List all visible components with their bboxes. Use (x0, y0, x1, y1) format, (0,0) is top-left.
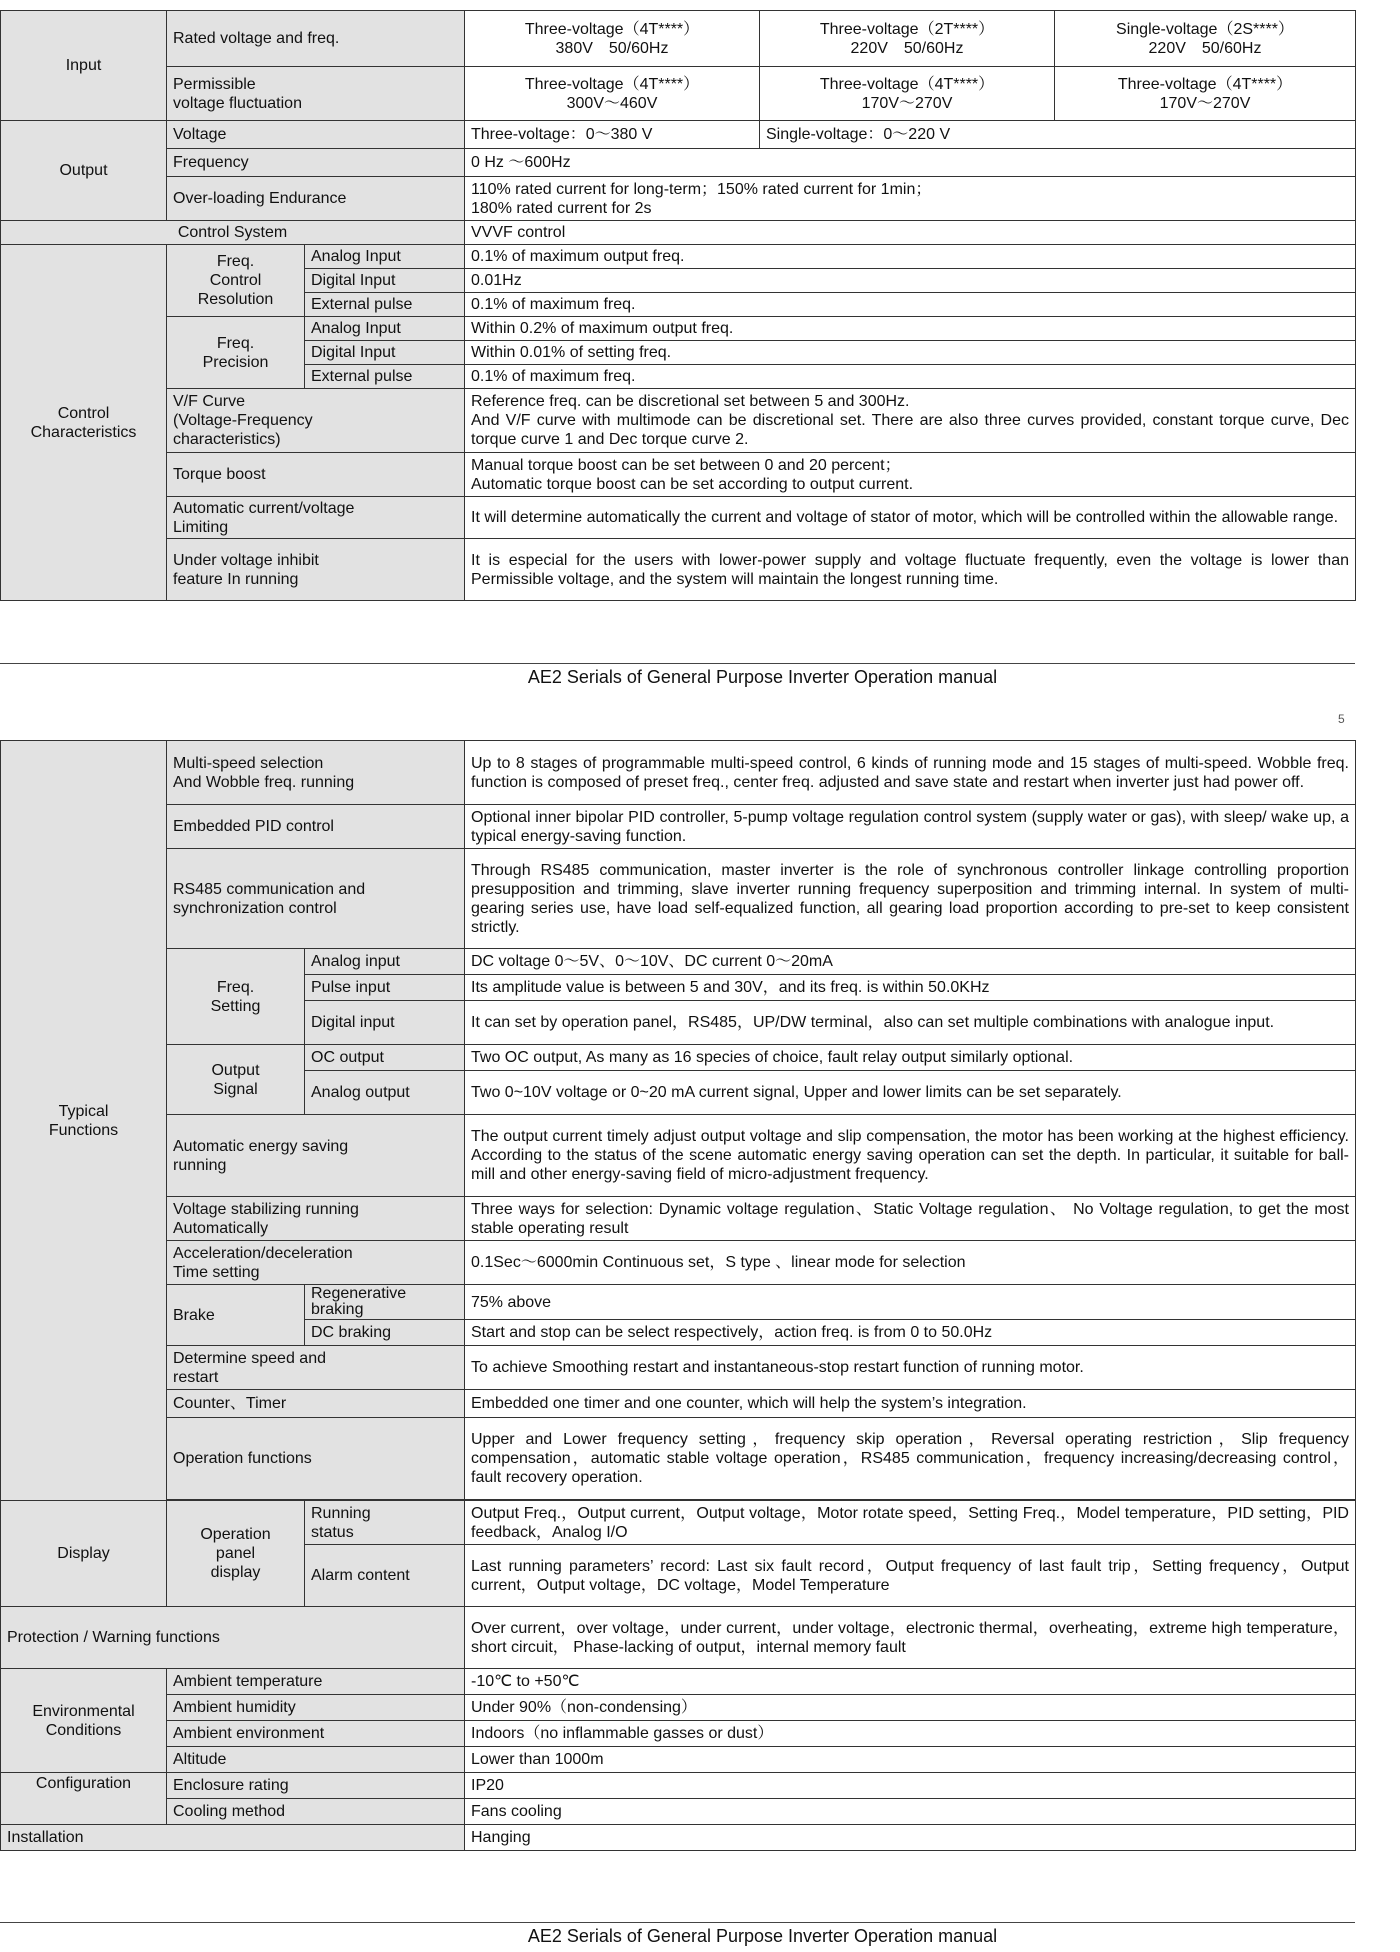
control-system-value: VVVF control (465, 221, 1356, 245)
voltage-stabilizing-label: Voltage stabilizing running Automatically (167, 1197, 465, 1241)
output-frequency-value: 0 Hz ～600Hz (465, 149, 1356, 177)
ambient-humidity-label: Ambient humidity (167, 1695, 465, 1721)
fs-analog-label: Analog input (305, 949, 465, 975)
voltage-stabilizing-value: Three ways for selection: Dynamic voltage regulation、Static Voltage regulation、 No Voltage regulation, to get the most stable operating result (465, 1197, 1356, 1241)
running-status-label: Running status (305, 1501, 465, 1545)
environmental-label: Environmental Conditions (1, 1669, 167, 1773)
fluctuation-4t-b: Three-voltage（4T****） 170V～270V (760, 67, 1055, 121)
precision-pulse-value: 0.1% of maximum freq. (465, 365, 1356, 389)
torque-boost-label: Torque boost (167, 453, 465, 497)
altitude-label: Altitude (167, 1747, 465, 1773)
os-analog-label: Analog output (305, 1071, 465, 1115)
regenerative-braking-value: 75% above (465, 1285, 1356, 1320)
restart-value: To achieve Smoothing restart and instantaneous-stop restart function of running motor. (465, 1346, 1356, 1390)
precision-analog-value: Within 0.2% of maximum output freq. (465, 317, 1356, 341)
resolution-analog-label: Analog Input (305, 245, 465, 269)
pid-label: Embedded PID control (167, 805, 465, 849)
spec-table-page-1 (0, 10, 1356, 601)
enclosure-rating-value: IP20 (465, 1773, 1356, 1799)
typical-functions-label: Typical Functions (1, 741, 167, 1501)
resolution-analog-value: 0.1% of maximum output freq. (465, 245, 1356, 269)
control-characteristics-label: Control Characteristics (1, 245, 167, 601)
precision-digital-label: Digital Input (305, 341, 465, 365)
os-oc-value: Two OC output, As many as 16 species of choice, fault relay output similarly optional. (465, 1045, 1356, 1071)
output-frequency-label: Frequency (167, 149, 465, 177)
alarm-content-value: Last running parameters’ record: Last six fault record，Output frequency of last fault trip，Setting frequency，Output current，Output voltage，DC voltage，Model Temperature (465, 1545, 1356, 1607)
page-divider-2 (0, 1922, 1355, 1923)
rated-voltage-2s: Single-voltage（2S****） 220V 50/60Hz (1055, 11, 1356, 67)
cooling-method-label: Cooling method (167, 1799, 465, 1825)
alarm-content-label: Alarm content (305, 1545, 465, 1607)
os-analog-value: Two 0~10V voltage or 0~20 mA current signal, Upper and lower limits can be set separately. (465, 1071, 1356, 1115)
multispeed-label: Multi-speed selection And Wobble freq. running (167, 741, 465, 805)
restart-label: Determine speed and restart (167, 1346, 465, 1390)
counter-timer-value: Embedded one timer and one counter, which will help the system’s integration. (465, 1390, 1356, 1418)
auto-limiting-value: It will determine automatically the current and voltage of stator of motor, which will be controlled within the allowable range. (465, 497, 1356, 539)
altitude-value: Lower than 1000m (465, 1747, 1356, 1773)
counter-timer-label: Counter、Timer (167, 1390, 465, 1418)
enclosure-rating-label: Enclosure rating (167, 1773, 465, 1799)
fs-pulse-label: Pulse input (305, 975, 465, 1001)
fs-digital-value: It can set by operation panel，RS485，UP/DW terminal，also can set multiple combinations with analogue input. (465, 1001, 1356, 1045)
page-divider (0, 663, 1355, 664)
acceleration-label: Acceleration/deceleration Time setting (167, 1241, 465, 1285)
operation-panel-label: Operation panel display (167, 1501, 305, 1607)
auto-limiting-label: Automatic current/voltage Limiting (167, 497, 465, 539)
fs-digital-label: Digital input (305, 1001, 465, 1045)
output-voltage-three: Three-voltage：0～380 V (465, 121, 760, 149)
ambient-temperature-label: Ambient temperature (167, 1669, 465, 1695)
energy-saving-label: Automatic energy saving running (167, 1115, 465, 1197)
running-status-value: Output Freq.，Output current，Output voltage，Motor rotate speed，Setting Freq.，Model temperature，PID setting，PID feedback，Analog I/O (465, 1501, 1356, 1545)
fluctuation-4t: Three-voltage（4T****） 300V～460V (465, 67, 760, 121)
multispeed-value: Up to 8 stages of programmable multi-speed control, 6 kinds of running mode and 15 stages of multi-speed. Wobble freq. function is composed of preset freq., center freq. adjusted and save state and restart when inverter just had power off. (465, 741, 1356, 805)
operation-functions-value: Upper and Lower frequency setting，frequency skip operation，Reversal operating restriction，Slip frequency compensation，automatic stable voltage operation，RS485 communication，frequency increasing/decreasing control，fault recovery operation. (465, 1418, 1356, 1500)
resolution-digital-value: 0.01Hz (465, 269, 1356, 293)
rs485-label: RS485 communication and synchronization control (167, 849, 465, 949)
installation-value: Hanging (465, 1825, 1356, 1851)
output-signal-label: Output Signal (167, 1045, 305, 1115)
fs-analog-value: DC voltage 0～5V、0～10V、DC current 0～20mA (465, 949, 1356, 975)
precision-pulse-label: External pulse (305, 365, 465, 389)
installation-label: Installation (1, 1825, 465, 1851)
fluctuation-label: Permissible voltage fluctuation (167, 67, 465, 121)
display-label: Display (1, 1501, 167, 1607)
os-oc-label: OC output (305, 1045, 465, 1071)
regenerative-braking-label: Regenerative braking (305, 1285, 465, 1320)
protection-label: Protection / Warning functions (1, 1607, 465, 1669)
page-number-mark: 5 (1338, 712, 1345, 726)
resolution-pulse-label: External pulse (305, 293, 465, 317)
resolution-pulse-value: 0.1% of maximum freq. (465, 293, 1356, 317)
overloading-value: 110% rated current for long-term；150% rated current for 1min； 180% rated current for 2s (465, 177, 1356, 221)
under-voltage-value: It is especial for the users with lower-power supply and voltage fluctuate frequently, even the voltage is lower than Permissible voltage, and the system will maintain the longest running time. (465, 539, 1356, 601)
spec-table-page-2 (0, 740, 1356, 1851)
energy-saving-value: The output current timely adjust output voltage and slip compensation, the motor has been working at the highest efficiency. According to the status of the scene automatic energy saving operation can set the depth. In particular, it suitable for ball-mill and other energy-saving field of micro-adjustment frequency. (465, 1115, 1356, 1197)
page-footer: AE2 Serials of General Purpose Inverter Operation manual (527, 667, 998, 687)
torque-boost-value: Manual torque boost can be set between 0 and 20 percent； Automatic torque boost can be set according to output current. (465, 453, 1356, 497)
freq-precision-label: Freq. Precision (167, 317, 305, 389)
fluctuation-4t-c: Three-voltage（4T****） 170V～270V (1055, 67, 1356, 121)
rated-voltage-4t: Three-voltage（4T****） 380V 50/60Hz (465, 11, 760, 67)
resolution-digital-label: Digital Input (305, 269, 465, 293)
ambient-temperature-value: -10℃ to +50℃ (465, 1669, 1356, 1695)
operation-functions-label: Operation functions (167, 1418, 465, 1500)
cooling-method-value: Fans cooling (465, 1799, 1356, 1825)
under-voltage-label: Under voltage inhibit feature In running (167, 539, 465, 601)
rs485-value: Through RS485 communication, master inverter is the role of synchronous controller linkage controlling proportion presupposition and trimming, slave inverter running frequency superposition and trimming internal. In system of multi-gearing series use, have load self-equalized function, all gearing load proportion according to pre-set to keep consistent strictly. (465, 849, 1356, 949)
configuration-label: Configuration (1, 1773, 167, 1825)
output-voltage-label: Voltage (167, 121, 465, 149)
ambient-environment-value: Indoors（no inflammable gasses or dust） (465, 1721, 1356, 1747)
ambient-humidity-value: Under 90%（non-condensing） (465, 1695, 1356, 1721)
output-label: Output (1, 121, 167, 221)
rated-voltage-label: Rated voltage and freq. (167, 11, 465, 67)
fs-pulse-value: Its amplitude value is between 5 and 30V，and its freq. is within 50.0KHz (465, 975, 1356, 1001)
dc-braking-label: DC braking (305, 1320, 465, 1346)
input-label: Input (1, 11, 167, 121)
freq-resolution-label: Freq. Control Resolution (167, 245, 305, 317)
ambient-environment-label: Ambient environment (167, 1721, 465, 1747)
freq-setting-label: Freq. Setting (167, 949, 305, 1045)
output-voltage-single: Single-voltage：0～220 V (760, 121, 1356, 149)
overloading-label: Over-loading Endurance (167, 177, 465, 221)
protection-value: Over current，over voltage，under current，under voltage，electronic thermal，overheating，extreme high temperature，short circuit， Phase-lacking of output，internal memory fault (465, 1607, 1356, 1669)
pid-value: Optional inner bipolar PID controller, 5-pump voltage regulation control system (supply water or gas), with sleep/ wake up, a typical energy-saving function. (465, 805, 1356, 849)
page-footer-2: AE2 Serials of General Purpose Inverter Operation manual (527, 1926, 998, 1946)
acceleration-value: 0.1Sec～6000min Continuous set，S type 、linear mode for selection (465, 1241, 1356, 1285)
vf-curve-value: Reference freq. can be discretional set between 5 and 300Hz. And V/F curve with multimode can be discretional set. There are also three curves provided, constant torque curve, Dec torque curve 1 and Dec torque curve 2. (465, 389, 1356, 453)
dc-braking-value: Start and stop can be select respectively，action freq. is from 0 to 50.0Hz (465, 1320, 1356, 1346)
precision-digital-value: Within 0.01% of setting freq. (465, 341, 1356, 365)
precision-analog-label: Analog Input (305, 317, 465, 341)
vf-curve-label: V/F Curve (Voltage-Frequency characteristics) (167, 389, 465, 453)
control-system-label: Control System (1, 221, 465, 245)
rated-voltage-2t: Three-voltage（2T****） 220V 50/60Hz (760, 11, 1055, 67)
brake-label: Brake (167, 1285, 305, 1346)
